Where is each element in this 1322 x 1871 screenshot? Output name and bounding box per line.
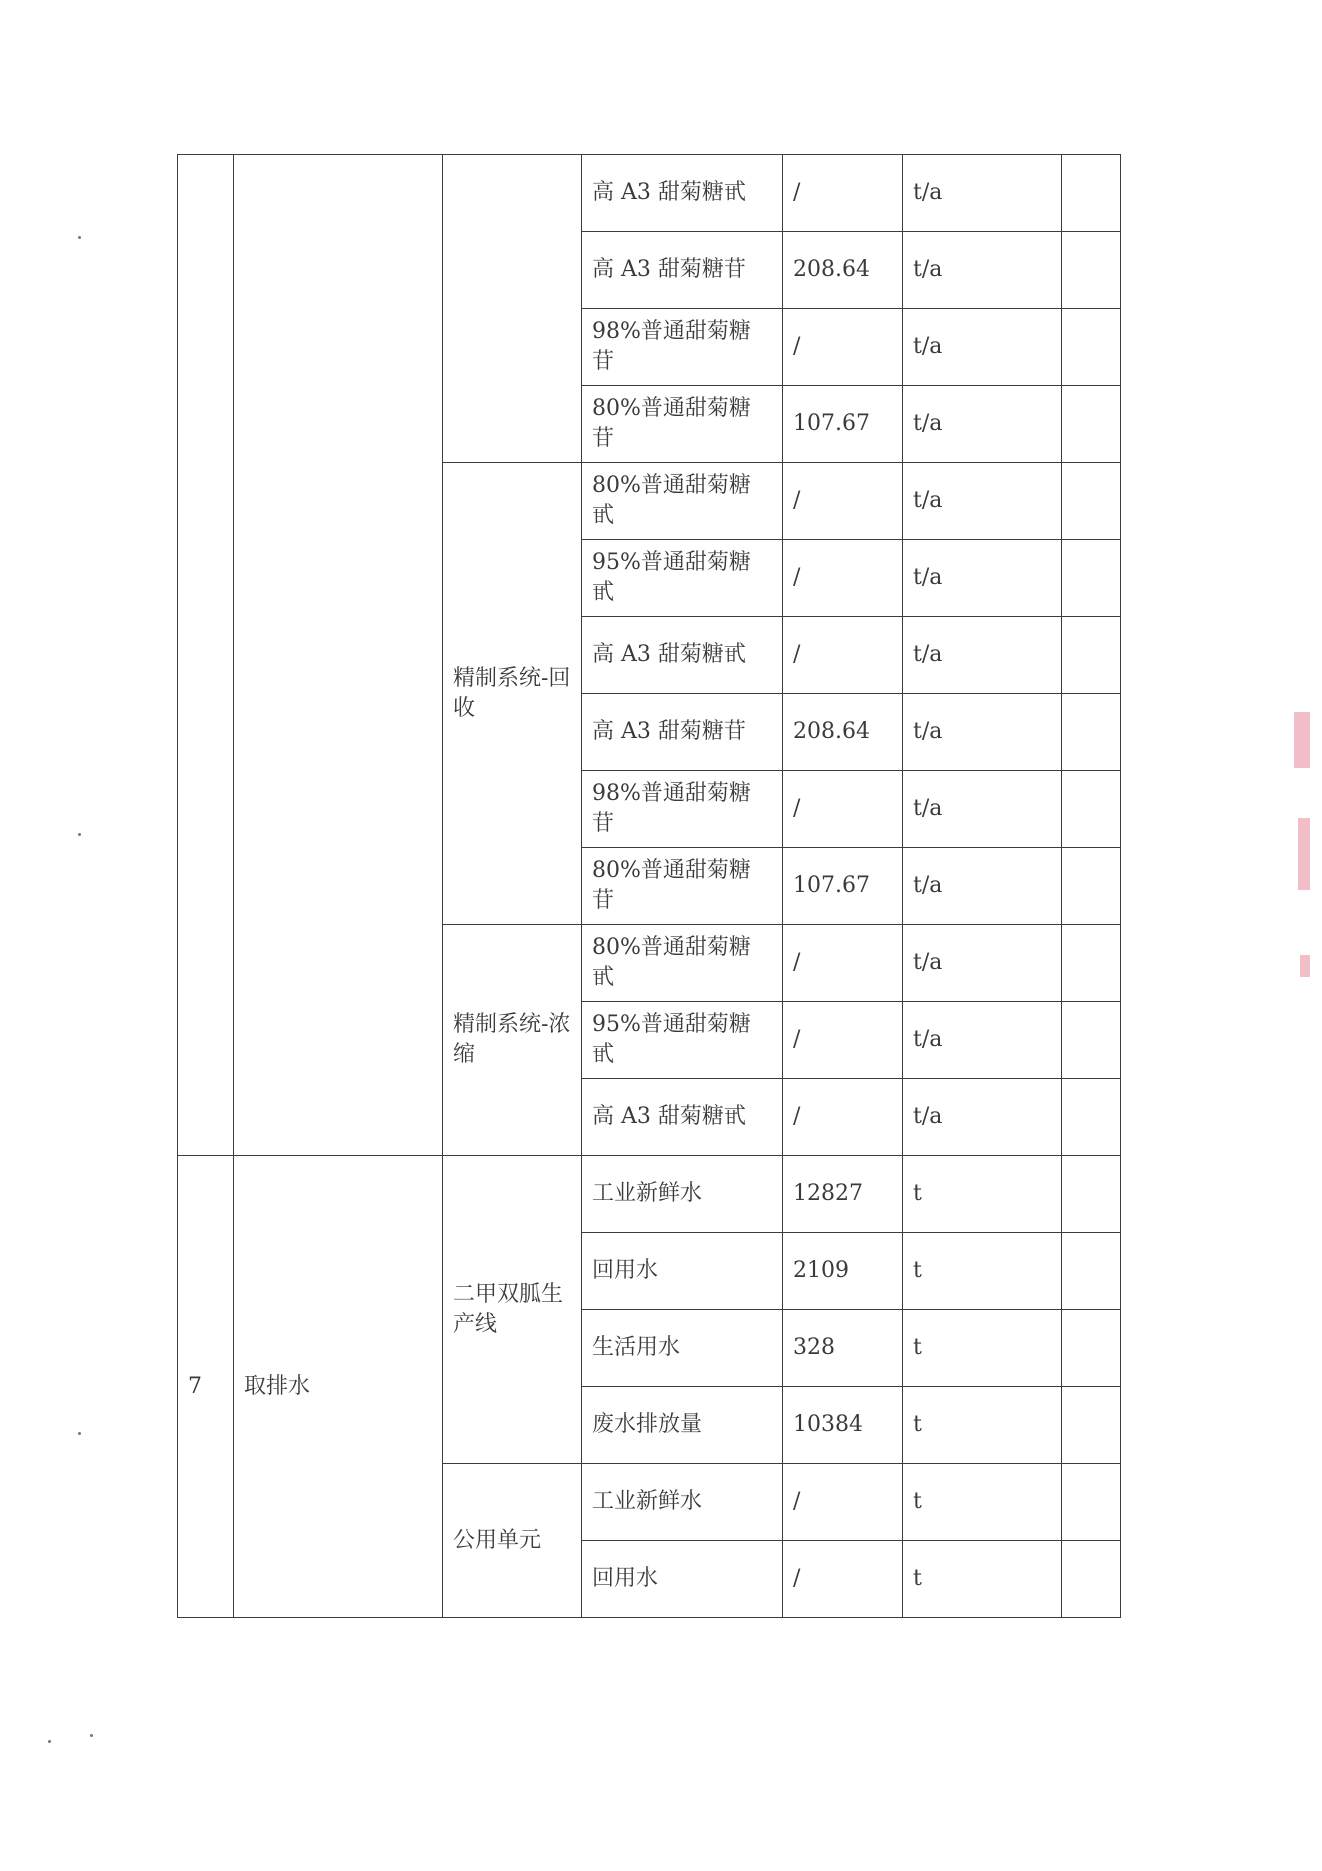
- item-cell: 98%普通甜菊糖苷: [582, 309, 783, 386]
- item-cell: 废水排放量: [582, 1387, 783, 1464]
- row-number: 7: [178, 1156, 234, 1618]
- note-cell: [1062, 1387, 1121, 1464]
- unit-cell: t/a: [903, 232, 1062, 309]
- unit-cell: t/a: [903, 540, 1062, 617]
- item-cell: 高 A3 甜菊糖甙: [582, 155, 783, 232]
- value-cell: 10384: [783, 1387, 903, 1464]
- unit-cell: t/a: [903, 155, 1062, 232]
- item-cell: 高 A3 甜菊糖甙: [582, 617, 783, 694]
- note-cell: [1062, 232, 1121, 309]
- value-cell: 208.64: [783, 694, 903, 771]
- item-cell: 98%普通甜菊糖苷: [582, 771, 783, 848]
- value-cell: /: [783, 1079, 903, 1156]
- value-cell: /: [783, 617, 903, 694]
- note-cell: [1062, 540, 1121, 617]
- note-cell: [1062, 1156, 1121, 1233]
- seal-stamp-fragment: [1294, 712, 1310, 768]
- note-cell: [1062, 925, 1121, 1002]
- unit-cell: t/a: [903, 1079, 1062, 1156]
- note-cell: [1062, 771, 1121, 848]
- sub-label-recovery: 精制系统-回收: [443, 463, 582, 925]
- note-cell: [1062, 848, 1121, 925]
- note-cell: [1062, 694, 1121, 771]
- value-cell: /: [783, 925, 903, 1002]
- item-cell: 生活用水: [582, 1310, 783, 1387]
- sub-label-utility: 公用单元: [443, 1464, 582, 1618]
- unit-cell: t/a: [903, 1002, 1062, 1079]
- scan-speck: [78, 833, 81, 836]
- data-table: [177, 154, 1121, 1618]
- unit-cell: t: [903, 1464, 1062, 1541]
- unit-cell: t/a: [903, 925, 1062, 1002]
- value-cell: 328: [783, 1310, 903, 1387]
- item-cell: 80%普通甜菊糖苷: [582, 848, 783, 925]
- item-cell: 95%普通甜菊糖甙: [582, 1002, 783, 1079]
- unit-cell: t/a: [903, 309, 1062, 386]
- unit-cell: t/a: [903, 463, 1062, 540]
- table-row: [178, 155, 1121, 232]
- sub-label-concentration: 精制系统-浓缩: [443, 925, 582, 1156]
- value-cell: /: [783, 771, 903, 848]
- item-cell: 工业新鲜水: [582, 1464, 783, 1541]
- category-label: 取排水: [234, 1156, 443, 1618]
- item-cell: 80%普通甜菊糖甙: [582, 925, 783, 1002]
- value-cell: /: [783, 463, 903, 540]
- unit-cell: t/a: [903, 617, 1062, 694]
- value-cell: /: [783, 1464, 903, 1541]
- note-cell: [1062, 1233, 1121, 1310]
- unit-cell: t/a: [903, 694, 1062, 771]
- unit-cell: t: [903, 1310, 1062, 1387]
- unit-cell: t: [903, 1387, 1062, 1464]
- value-cell: /: [783, 1541, 903, 1618]
- note-cell: [1062, 1002, 1121, 1079]
- note-cell: [1062, 155, 1121, 232]
- value-cell: 12827: [783, 1156, 903, 1233]
- scan-speck: [78, 236, 81, 239]
- unit-cell: t/a: [903, 848, 1062, 925]
- item-cell: 回用水: [582, 1541, 783, 1618]
- value-cell: 107.67: [783, 386, 903, 463]
- seal-stamp-fragment: [1298, 818, 1310, 890]
- note-cell: [1062, 617, 1121, 694]
- seal-stamp-fragment: [1300, 955, 1310, 977]
- no-cell-continued: [178, 155, 234, 1156]
- item-cell: 高 A3 甜菊糖甙: [582, 1079, 783, 1156]
- note-cell: [1062, 463, 1121, 540]
- note-cell: [1062, 1464, 1121, 1541]
- table-row: [178, 1156, 1121, 1233]
- unit-cell: t: [903, 1156, 1062, 1233]
- note-cell: [1062, 1310, 1121, 1387]
- value-cell: /: [783, 155, 903, 232]
- unit-cell: t/a: [903, 771, 1062, 848]
- item-cell: 高 A3 甜菊糖苷: [582, 694, 783, 771]
- scan-speck: [48, 1740, 51, 1743]
- scan-speck: [90, 1734, 93, 1737]
- value-cell: /: [783, 540, 903, 617]
- unit-cell: t/a: [903, 386, 1062, 463]
- category-cell-continued: [234, 155, 443, 1156]
- sub-label-metformin: 二甲双胍生产线: [443, 1156, 582, 1464]
- item-cell: 95%普通甜菊糖甙: [582, 540, 783, 617]
- item-cell: 工业新鲜水: [582, 1156, 783, 1233]
- value-cell: 208.64: [783, 232, 903, 309]
- item-cell: 高 A3 甜菊糖苷: [582, 232, 783, 309]
- note-cell: [1062, 386, 1121, 463]
- note-cell: [1062, 1541, 1121, 1618]
- item-cell: 80%普通甜菊糖甙: [582, 463, 783, 540]
- note-cell: [1062, 1079, 1121, 1156]
- scan-speck: [78, 1432, 81, 1435]
- value-cell: /: [783, 1002, 903, 1079]
- note-cell: [1062, 309, 1121, 386]
- unit-cell: t: [903, 1541, 1062, 1618]
- value-cell: /: [783, 309, 903, 386]
- item-cell: 80%普通甜菊糖苷: [582, 386, 783, 463]
- sub-cell-continued: [443, 155, 582, 463]
- value-cell: 2109: [783, 1233, 903, 1310]
- item-cell: 回用水: [582, 1233, 783, 1310]
- unit-cell: t: [903, 1233, 1062, 1310]
- value-cell: 107.67: [783, 848, 903, 925]
